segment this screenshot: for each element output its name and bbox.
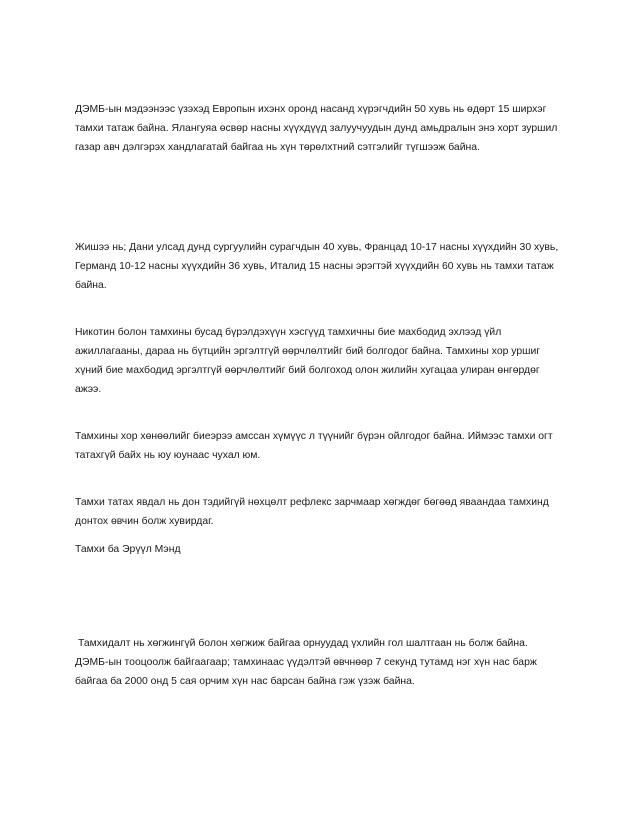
text-line: донтох өвчин болж хувирдаг.: [75, 516, 214, 527]
text-line: газар авч дэлгэрэх хандлагатай байгаа нь хүн төрөлхтний сэтгэлийг түгшээж байна.: [75, 142, 480, 153]
text-line: ДЭМБ-ын тооцоолж байгаагаар; тамхинаас үүдэлтэй өвчнөөр 7 секунд тутамд нэг хүн нас барж: [75, 657, 537, 668]
text-line: ажээ.: [75, 384, 102, 395]
paragraph-harm-awareness: [75, 427, 575, 465]
text-line: байна.: [75, 280, 107, 291]
text-line: ДЭМБ-ын мэдээнээс үзэхэд Европын ихэнх оронд насанд хүрэгчдийн 50 хувь нь өдөрт 15 ширхэг: [75, 104, 547, 115]
text-line: Тамхи татах явдал нь дон тэдийгүй нөхцөлт рефлекс зарчмаар хөгждөг бөгөөд яваандаа тамхинд: [75, 497, 549, 508]
paragraph-addiction: [75, 493, 575, 531]
text-line: Тамхины хор хөнөөлийг биеэрээ амссан хүмүүс л түүнийг бүрэн ойлгодог байна. Иймээс тамхи огт: [75, 431, 553, 442]
text-line: тамхи татаж байна. Ялангуяа өсвөр насны хүүхдүүд залуучуудын дунд амьдралын энэ хорт зуршил: [75, 123, 558, 134]
text-line: Германд 10-12 насны хүүхдийн 36 хувь, Италид 15 насны эрэгтэй хүүхдийн 60 хувь нь тамхи татаж: [75, 261, 554, 272]
heading-text: Тамхи ба Эрүүл Мэнд: [75, 544, 181, 555]
text-line: ажиллагааны, дараа нь бүтцийн эргэлтгүй өөрчлөлтийг бий болгодог байна. Тамхины хор уршиг: [75, 346, 541, 357]
text-line: Жишээ нь; Дани улсад дунд сургуулийн сурагчдын 40 хувь, Францад 10-17 насны хүүхдийн 30 хувь,: [75, 242, 559, 253]
text-line: байгаа ба 2000 онд 5 сая орчим хүн нас барсан байна гэж үзэж байна.: [75, 676, 415, 687]
text-line: хүний бие махбодид эргэлтгүй өөрчлөлтийг бий болгоход олон жилийн хугацаа улиран өнгөрдөг: [75, 365, 540, 376]
section-heading: [75, 540, 575, 559]
text-line: Никотин болон тамхины бусад бүрэлдэхүүн хэсгүүд тамхичны бие махбодид эхлээд үйл: [75, 327, 502, 338]
paragraph-who-europe-statistics: [75, 100, 575, 157]
paragraph-mortality: [75, 634, 575, 691]
text-line: Тамхидалт нь хөгжингүй болон хөгжиж байгаа орнуудад үхлийн гол шалтгаан нь болж байна.: [78, 638, 528, 649]
text-line: татахгүй байх нь юу юунаас чухал юм.: [75, 450, 261, 461]
paragraph-nicotine-effects: [75, 323, 575, 399]
paragraph-country-examples: [75, 238, 575, 295]
